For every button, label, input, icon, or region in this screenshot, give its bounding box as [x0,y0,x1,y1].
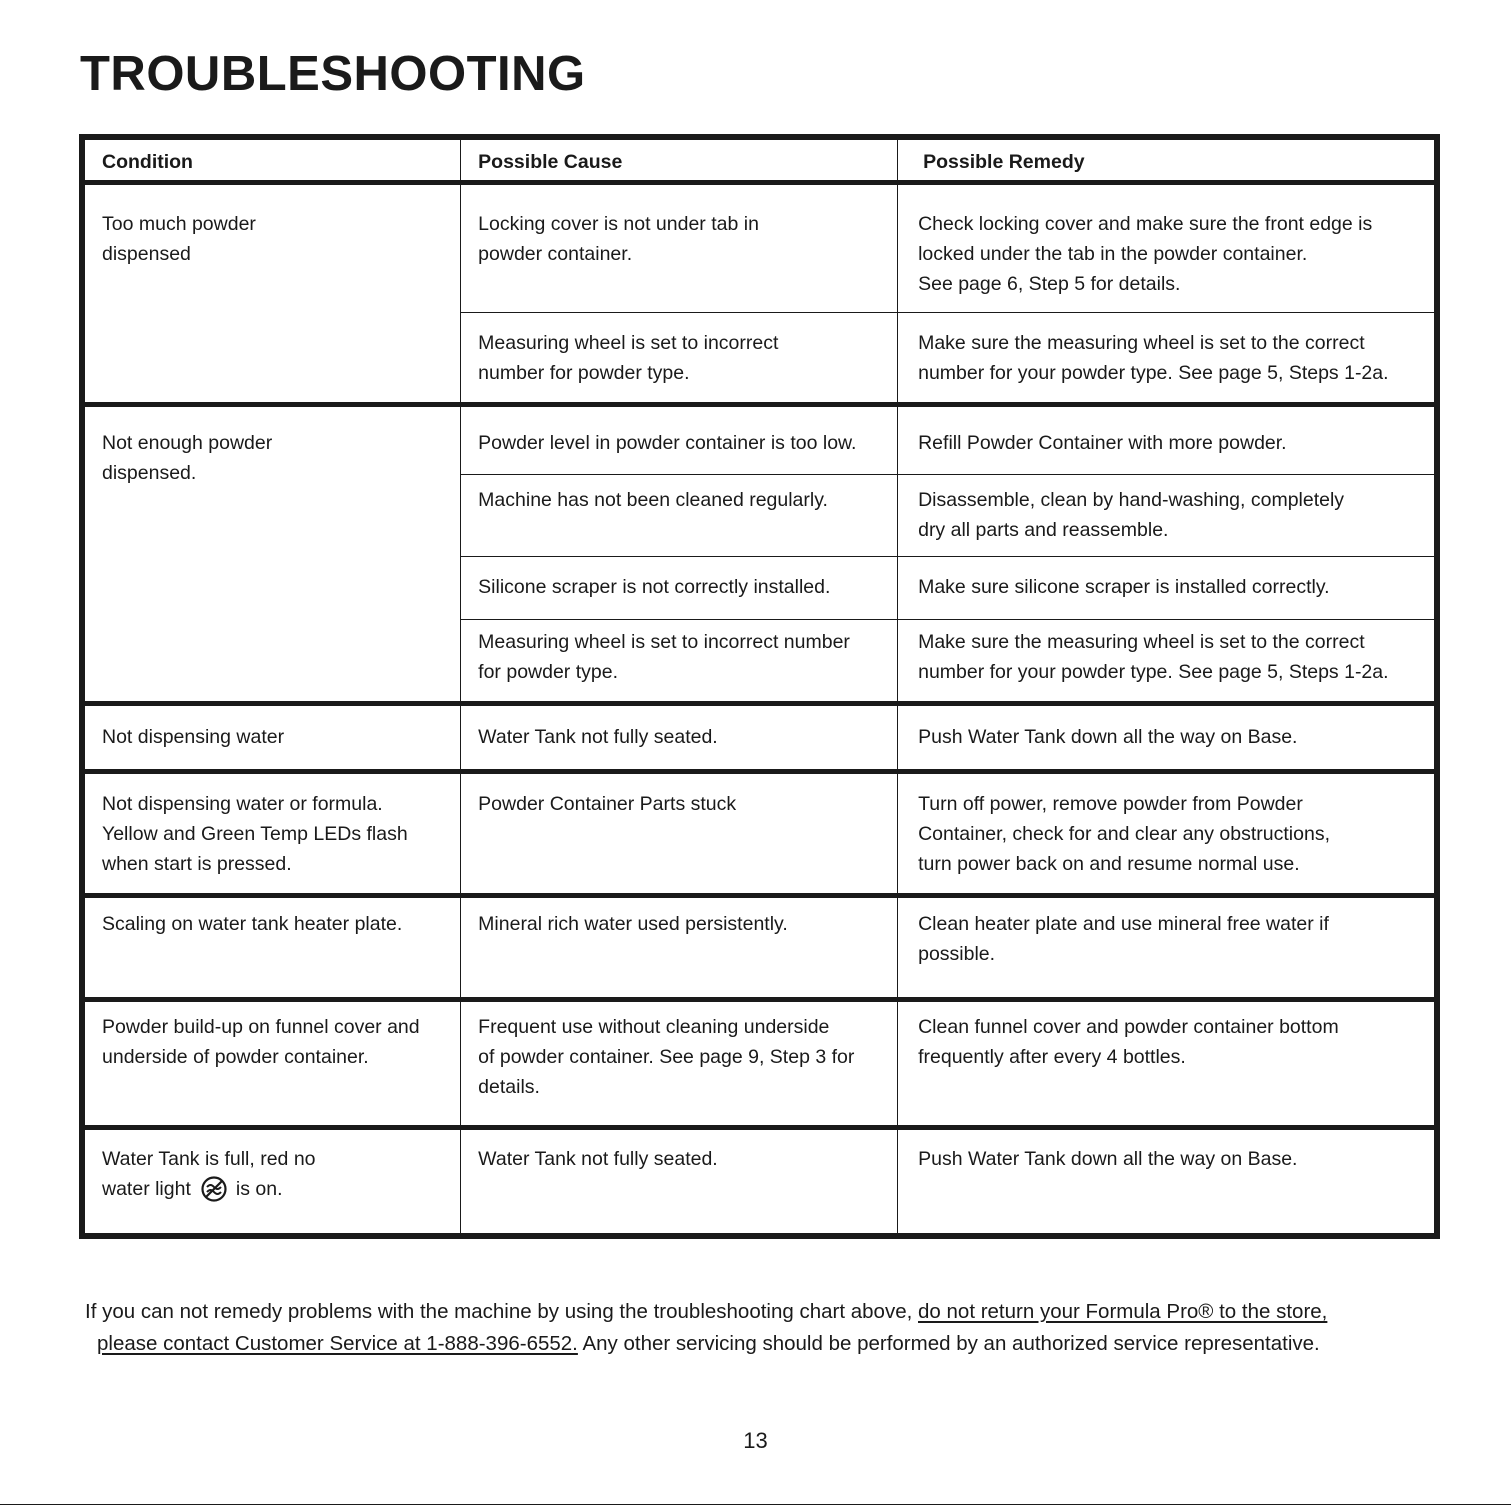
condition-text: Powder build-up on funnel cover and underside of powder container. [102,1016,420,1068]
remedy-text: Push Water Tank down all the way on Base. [918,726,1298,748]
remedy-text: Make sure the measuring wheel is set to the correct number for your powder type. See page 5, Steps 1-2a. [918,332,1389,384]
condition-group [82,183,1437,405]
cause-cell [461,620,898,704]
footer-warning-underlined: do not return your Formula Pro® to the store, [918,1300,1328,1323]
table-row [82,405,1437,475]
cause-text: Water Tank not fully seated. [478,1148,718,1170]
remedy-cell [898,475,1437,557]
remedy-text: Make sure silicone scraper is installed correctly. [918,576,1330,598]
cause-cell [461,405,898,475]
remedy-cell [898,896,1437,1000]
condition-cell [82,704,461,772]
condition-text: Too much powder dispensed [102,213,256,265]
remedy-cell [898,772,1437,896]
condition-text: Not enough powder dispensed. [102,432,273,484]
condition-text: Water Tank is full, red no water light [102,1148,316,1200]
cause-cell [461,1128,898,1236]
cause-text: Locking cover is not under tab in powder container. [478,213,759,265]
header-possible-cause: Possible Cause [461,137,898,183]
cause-cell [461,896,898,1000]
remedy-cell [898,1128,1437,1236]
remedy-cell [898,183,1437,313]
cause-text: Silicone scraper is not correctly installed. [478,576,831,598]
remedy-cell [898,313,1437,405]
table-row [82,1000,1437,1128]
condition-text-suffix: is on. [235,1178,283,1200]
footer-note [85,1296,1425,1360]
condition-cell [82,1000,461,1128]
remedy-cell [898,405,1437,475]
condition-text: Not dispensing water [102,726,285,748]
no-water-light-icon [200,1175,228,1203]
condition-cell [82,405,461,704]
cause-text: Machine has not been cleaned regularly. [478,489,828,511]
remedy-text: Clean heater plate and use mineral free water if possible. [918,913,1329,965]
cause-cell [461,313,898,405]
remedy-text: Refill Powder Container with more powder. [918,432,1287,454]
cause-text: Mineral rich water used persistently. [478,913,788,935]
condition-cell [82,183,461,405]
header-possible-remedy: Possible Remedy [898,137,1437,183]
page-number: 13 [743,1428,768,1453]
condition-text: Not dispensing water or formula. Yellow and Green Temp LEDs flash when start is pressed. [102,793,408,875]
header-condition: Condition [82,137,461,183]
remedy-text: Turn off power, remove powder from Powder Container, check for and clear any obstructions, turn power back on and resume normal use. [918,793,1330,875]
remedy-cell [898,1000,1437,1128]
cause-text: Powder Container Parts stuck [478,793,737,815]
cause-text: Powder level in powder container is too low. [478,432,857,454]
table-row [82,896,1437,1000]
cause-cell [461,704,898,772]
condition-cell [82,772,461,896]
cause-text: Measuring wheel is set to incorrect number for powder type. [478,332,779,384]
remedy-text: Clean funnel cover and powder container bottom frequently after every 4 bottles. [918,1016,1339,1068]
table-row [82,704,1437,772]
cause-cell [461,557,898,620]
table-row [82,772,1437,896]
cause-cell [461,183,898,313]
condition-group [82,405,1437,704]
footer-text: If you can not remedy problems with the machine by using the troubleshooting chart above, [85,1300,919,1323]
remedy-text: Disassemble, clean by hand-washing, completely dry all parts and reassemble. [918,489,1345,541]
cause-text: Frequent use without cleaning underside of powder container. See page 9, Step 3 for details. [478,1016,855,1098]
condition-group [82,896,1437,1000]
condition-cell [82,1128,461,1236]
condition-group [82,704,1437,772]
remedy-cell [898,557,1437,620]
table-header-row [82,137,1437,183]
cause-text: Water Tank not fully seated. [478,726,718,748]
footer-line-2 [85,1328,1425,1360]
bottom-divider [0,1504,1511,1505]
table-row [82,183,1437,313]
page-title: TROUBLESHOOTING [80,47,586,101]
remedy-text: Push Water Tank down all the way on Base. [918,1148,1298,1170]
customer-service-contact: please contact Customer Service at 1-888-396-6552. [97,1332,578,1355]
footer-text-end: Any other servicing should be performed by an authorized service representative. [577,1332,1320,1355]
remedy-text: Check locking cover and make sure the front edge is locked under the tab in the powder container. See page 6, Step 5 for details. [918,213,1373,295]
remedy-cell [898,704,1437,772]
cause-cell [461,475,898,557]
condition-cell [82,896,461,1000]
condition-group [82,1128,1437,1236]
cause-text: Measuring wheel is set to incorrect number for powder type. [478,631,850,683]
remedy-cell [898,620,1437,704]
table-row [82,1128,1437,1236]
condition-text: Scaling on water tank heater plate. [102,913,403,935]
cause-cell [461,772,898,896]
condition-group [82,1000,1437,1128]
remedy-text: Make sure the measuring wheel is set to the correct number for your powder type. See page 5, Steps 1-2a. [918,631,1389,683]
cause-cell [461,1000,898,1128]
troubleshooting-table [79,134,1440,1239]
condition-group [82,772,1437,896]
